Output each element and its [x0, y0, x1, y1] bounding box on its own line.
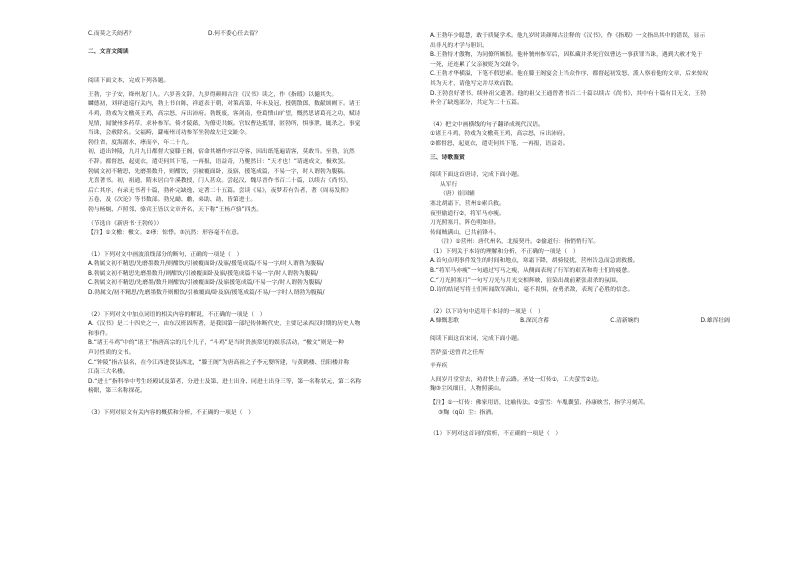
- poem-1-line: 刀光照塞月，阵色明如昼。: [430, 220, 500, 227]
- poem-1-instruction: 阅读下面这首唐诗，完成下面小题。: [430, 172, 523, 179]
- question-2-line[interactable]: C.“钟陵”指古县名，在今江西进贤县西北，“滕王阁”为唐高祖之子李元婴所建，与黄鹤楼、岳阳楼并称: [88, 359, 350, 366]
- question-4-stem: （4）把文中画横线的句子翻译成现代汉语。: [430, 121, 544, 128]
- question-2-stem: （2）下列对文中加点词语的相关内容的解说，不正确的一项是（ ）: [88, 311, 266, 318]
- section-heading: 二、文言文阅读: [88, 48, 129, 55]
- question-2-line: 声讨性质的文书。: [88, 350, 135, 357]
- poem-question-2-stem: （2）以下诗句中适用于本诗的一项是（ ）: [430, 308, 544, 315]
- passage-line: 当诛，会赦除名。父福畤，繇雍州司功参军坐勃故左迁交趾令。: [88, 130, 251, 137]
- poem-2-title: 菩萨蛮·送曾君之任所: [430, 349, 485, 356]
- passage-line: 尤喜著书。初，祖通，隋末居白牛溪教授，门人甚众。尝起汉、魏尽晋作书百二十篇，以续古《尚书》，: [88, 178, 352, 185]
- question-1-option-d[interactable]: D.勃属文/初不精思/先磨墨数升则酣饮/引被覆面/卧及寤/援笔成篇/不易/一字时人谓勃为腹稿/: [88, 290, 325, 297]
- passage-line: 勃往省，度海溺水，痵而卒，年二十九。: [88, 139, 193, 146]
- passage: [88, 91, 428, 216]
- prev-question-options: [88, 30, 428, 40]
- left-column: [88, 30, 428, 419]
- question-3-option[interactable]: C.王勃才华横溢，下笔不假思索。他在滕王阁宴会上当众作序，都督起初发怒，派人察看他的文章，后来惊叹: [430, 71, 709, 78]
- passage-line: 后亡其序，有录无书者十篇，勃补完缺逸，定著二十五篇。尝读《易》，夜梦若有告者，著《周易发挥》: [88, 187, 352, 194]
- question-4-item: ①诸王斗鸡，勃戏为文檄英王鸡，高宗怒，斥出沛府。: [430, 131, 569, 138]
- passage-line: 勃属文初不精思，先磨墨数升，则酣饮，引被覆面卧，及寤，援笔成篇，不易一字，时人谓勃为腹稿。: [88, 168, 349, 175]
- poem-question-2-option-b[interactable]: B.深沉含蓄: [520, 318, 550, 325]
- poem-2-note: 【注】①一灯传：佛家用语，比喻传法。②萤雪：车胤囊萤、孙康映雪，指学习刻苦。: [430, 400, 650, 406]
- poem-question-2-option-a[interactable]: A.慷慨悲歌: [430, 318, 459, 325]
- question-2-line[interactable]: B.“诸王斗鸡”中的“诸王”指唐高宗的几个儿子，“斗鸡”是当时贵族常见的娱乐活动，“檄文”则是一种: [88, 340, 344, 347]
- passage-line: 初，道出钟陵，九月九日都督大宴滕王阁，宿命其婿作序以夸客，因出纸笔遍请客，莫敢当。至勃，沆然: [88, 149, 355, 156]
- question-1-stem: （1）下列对文中画波浪线部分的断句，正确的一项是（ ）: [88, 251, 243, 258]
- poem-2-line: 麴③尘风细日，人物照溪山。: [430, 386, 505, 393]
- passage-line: 斗鸡，勃戏为文檄英王鸡，高宗怒，斥出沛府。勃既废，客剑南，登葛愦山旷望，慨然思诸葛亮之功，赋诗: [88, 110, 361, 117]
- question-3-option[interactable]: A.王勃年少聪慧，敢于质疑学术。他九岁时读颜师古注释的《汉书》，作《指瑕》一文指出其中的错误，显示: [430, 33, 706, 39]
- question-2-line: 和事件。: [88, 330, 112, 337]
- poem-1-line: 塞北胡霜下，营州①索兵救。: [430, 200, 505, 207]
- instruction: 阅读下面文本，完成下列各题。: [88, 78, 170, 85]
- question-3-option: 补全了缺逸部分，共定为二十五篇。: [430, 100, 523, 107]
- question-2-line[interactable]: A.《汉书》是二十四史之一，由东汉班固所著，是我国第一部纪传体断代史，主要记录西汉时期的历史人物: [88, 321, 361, 328]
- poem-question-1-option-b[interactable]: B.“将军马亦瘦”一句通过写马之瘦，从侧面表现了行军的艰苦和将士们的疲惫。: [430, 268, 634, 275]
- question-2-line: 江南三大名楼。: [88, 369, 129, 376]
- poem-question-2-option-c[interactable]: C.清新婉约: [610, 318, 640, 325]
- question-2-line[interactable]: D.“进士”指科举中考生经殿试及第者，分进士及第、进士出身、同进士出身三等，第一名称状元，第二名称: [88, 378, 362, 385]
- question-1-option-c[interactable]: C.勃属文初不精思/先磨墨/数升则酣饮/引被覆面卧/及寤援笔成篇/不易一字/时人谓勃为腹稿/: [88, 280, 323, 287]
- question-3-option: 一死，还连累了父亲被贬为交趾令。: [430, 61, 523, 68]
- poem-2-note-cont: ③麴（qū）尘：指酒。: [438, 409, 497, 416]
- poem-1-author: （唐）崔国辅: [440, 191, 475, 198]
- poem-1-line: 夜里偷道行②，将军马亦瘦。: [430, 210, 505, 217]
- poem-question-3-stem: （1）下列对这首词的赏析，不正确的一项是（ ）: [430, 431, 562, 438]
- poem-1-line: 传闻贼满山，已共前锋斗。: [430, 229, 500, 236]
- poem-question-1-stem: （1）下列关于本诗的理解和分析，不正确的一项是（ ）: [430, 248, 579, 255]
- passage-line: 五卷，及《次论》等书数部。勃兄勔、勮，弟助、劼，皆第进士。: [88, 197, 257, 204]
- poem-question-2-options: [430, 317, 730, 327]
- option-d: D.何不委心任去留？: [208, 31, 261, 37]
- passage-line: 麟德初，刘祥道巡行关内，勃上书自陈，祥道表于朝，对策高第，年未及冠，授朝散郎，数献颂阙下。诸王: [88, 101, 361, 108]
- poem-question-1-option-c[interactable]: C.“刀光照塞月”一句写刀光与月光交相辉映，渲染出战前紧张肃杀的氛围。: [430, 277, 622, 284]
- question-3-option[interactable]: D.王勃喜好著书，续补祖父遗著。他的祖父王通曾著书百二十篇以续古《尚书》，其中有十篇有目无文，王勃: [430, 90, 706, 97]
- passage-line: 王勃，字子安，绛州龙门人。六岁善文辞，九岁得颜师古注《汉书》读之，作《指瑕》以擿其失。: [88, 91, 338, 98]
- question-3-stem: （3）下列对原文有关内容的概括和分析，不正确的一项是（ ）: [88, 410, 255, 416]
- poem-question-1-option-d[interactable]: D.诗的结尾写将士们听闻敌军满山，毫不畏惧，奋勇杀敌，表现了必胜的信念。: [430, 287, 634, 294]
- question-3-option[interactable]: B.王勃恃才傲物，为同僚所嫉恨。他补虢州参军后，因私藏并杀死官奴曹达一事获罪当诛，遇到大赦才免于: [430, 52, 703, 59]
- question-3-option: 出非凡的才学与胆识。: [430, 42, 488, 49]
- question-2-line: 榜眼，第三名称探花。: [88, 388, 146, 395]
- section-heading: 三、诗歌鉴赏: [430, 154, 465, 161]
- poem-1-note: （注）①营州：唐代州名，北接契丹。②偷道行：指悄悄行军。: [438, 239, 600, 246]
- question-4-item: ②都督怒，起更衣，遣吏伺其下笔，一再报，语益奇。: [430, 140, 569, 147]
- poem-question-1-option-a[interactable]: A.首句点明事件发生的时间和地点，寒霜下降，胡骑侵扰，营州告急而急需救援。: [430, 258, 639, 265]
- question-3-option: 其为天才，请他写完并尽欢而散。: [430, 80, 517, 87]
- right-column: [430, 32, 780, 440]
- passage-source: （节选自《新唐书·王勃传》）: [88, 220, 163, 227]
- poem-2-instruction: 阅读下面这首宋词，完成下面小题。: [430, 336, 523, 343]
- poem-1-title: 从军行: [440, 181, 458, 188]
- passage-line: 不辞。都督怒，起更衣，遣吏伺其下笔，一再报，语益奇，乃矍然曰：“天才也！”请遂成文，极欢罢。: [88, 158, 350, 165]
- question-1-option-b[interactable]: B.勃属文初不精思先磨墨数升/则酣饮/引被覆面卧及寤/援笔成篇不易一字/时人谓勃为腹稿/: [88, 270, 319, 277]
- poem-question-2-option-d[interactable]: D.雄浑壮阔: [700, 318, 730, 325]
- poem-2-line: 人间岁月堂堂去，劝君快上青云路。圣处一灯传①，工夫萤雪②边。: [430, 376, 603, 383]
- passage-line: 勃与杨炯、卢照邻、骆宾王皆以文章齐名，天下称“王杨卢骆”四杰。: [88, 206, 263, 213]
- poem-2-author: 辛弃疾: [430, 363, 448, 370]
- passage-note: 【注】①文檄：檄文。②痵：惊悸。③沆然：形容毫不在意。: [88, 230, 243, 237]
- passage-line: 见情，闻虢州多药草，求补参军。倚才陵藉，为僚吏共嫉。官奴曹达抵罪，匿勃所，惧事泄，辄杀之。事觉: [88, 120, 361, 127]
- question-1-option-a[interactable]: A.勃属文初不精思/先磨墨数升/则酣饮/引被覆面卧/及寤/援笔成篇/不易一字/时人谓勃为腹稿/: [88, 261, 324, 268]
- option-c: C.而莫之夭阏者？: [88, 31, 135, 37]
